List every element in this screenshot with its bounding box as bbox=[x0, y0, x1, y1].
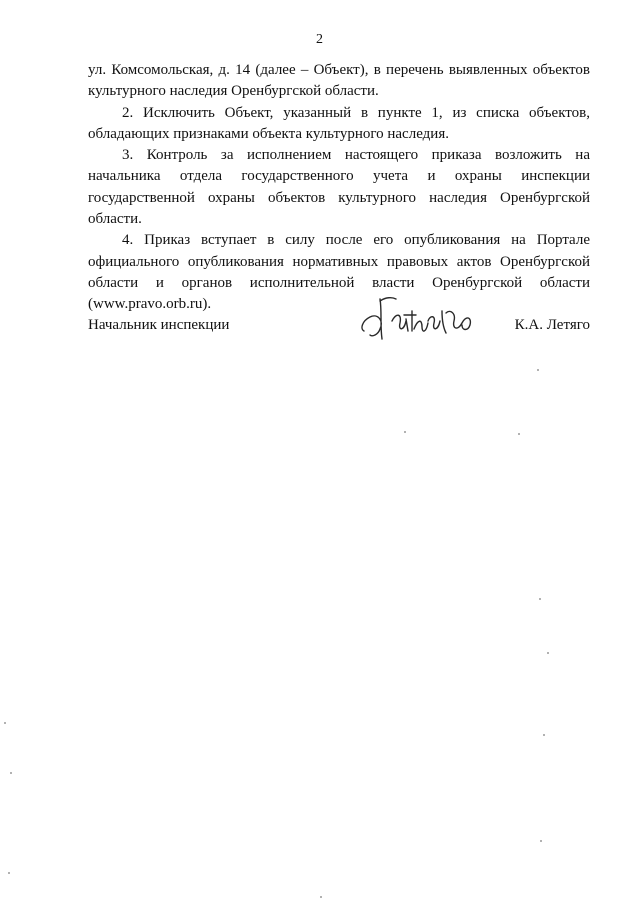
scan-speck bbox=[539, 598, 541, 600]
scan-speck bbox=[518, 433, 520, 435]
paragraph-2-exclusion: 2. Исключить Объект, указанный в пункте 1, из списка объектов, обладающих признаками объекта культурного наследия. bbox=[88, 104, 590, 142]
scan-speck bbox=[404, 431, 406, 433]
scan-speck bbox=[547, 652, 549, 654]
paragraph-1-continuation: ул. Комсомольская, д. 14 (далее – Объект), в перечень выявленных объектов культурного наследия Оренбургской области. bbox=[88, 62, 590, 100]
scan-speck bbox=[8, 872, 10, 874]
scan-speck bbox=[543, 734, 545, 736]
page-number: 2 bbox=[316, 32, 323, 47]
scan-speck bbox=[10, 772, 12, 774]
signature-block bbox=[88, 313, 590, 353]
scan-speck bbox=[4, 722, 6, 724]
signatory-name: К.А. Летяго bbox=[514, 317, 590, 333]
signatory-position: Начальник инспекции bbox=[88, 317, 230, 333]
scan-speck bbox=[540, 840, 542, 842]
document-body bbox=[88, 60, 590, 316]
scan-speck bbox=[537, 369, 539, 371]
paragraph-4-effective-date: 4. Приказ вступает в силу после его опубликования на Портале официального опубликования нормативных правовых актов Оренбургской области и органов исполнительной власти Оренбургской области (www.pravo.orb.ru). bbox=[88, 232, 590, 313]
handwritten-signature-icon bbox=[358, 291, 488, 347]
paragraph-3-control: 3. Контроль за исполнением настоящего приказа возложить на начальника отдела государственного учета и охраны инспекции государственной охраны объектов культурного наследия Оренбургской области. bbox=[88, 147, 590, 228]
scan-speck bbox=[320, 896, 322, 898]
